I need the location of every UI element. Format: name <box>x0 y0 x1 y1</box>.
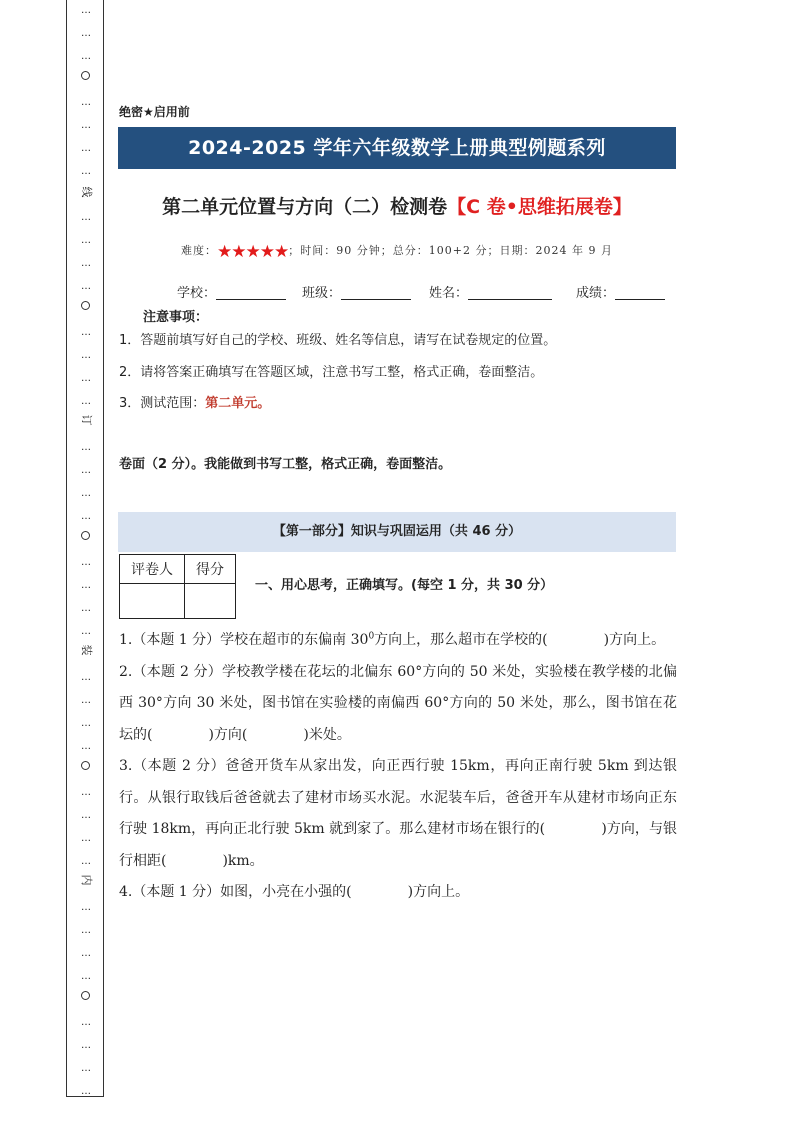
star-icon: ★ <box>217 242 232 262</box>
margin-dots: … <box>81 718 91 729</box>
class-blank[interactable] <box>341 285 411 300</box>
exam-meta <box>118 241 676 264</box>
grader-cell[interactable] <box>120 584 185 619</box>
question-1-text-a: 1.（本题 1 分）学校在超市的东偏南 30 <box>119 632 369 648</box>
margin-dots: … <box>81 557 91 568</box>
name-blank[interactable] <box>468 285 552 300</box>
section-one-title: 一、用心思考，正确填写。(每空 1 分，共 30 分） <box>255 578 554 593</box>
notice-item-3 <box>119 394 270 414</box>
margin-dots: … <box>81 97 91 108</box>
margin-dots: … <box>81 28 91 39</box>
class-label: 班级： <box>302 286 342 301</box>
margin-circle-icon <box>81 991 90 1000</box>
notice-heading: 注意事项： <box>143 310 209 325</box>
notice-item-2: 2．请将答案正确填写在答题区域，注意书写工整，格式正确，卷面整洁。 <box>119 365 544 380</box>
score-field <box>576 285 665 303</box>
margin-dots: … <box>81 626 91 637</box>
grader-header: 评卷人 <box>120 555 185 584</box>
neatness-line: 卷面（2 分）。我能做到书写工整，格式正确，卷面整洁。 <box>119 457 452 472</box>
star-icon: ★ <box>274 242 289 262</box>
difficulty-stars <box>217 244 288 264</box>
margin-char: 内 <box>80 874 93 886</box>
question-4: 4.（本题 1 分）如图，小亮在小强的( )方向上。 <box>119 884 470 900</box>
margin-circle-icon <box>81 71 90 80</box>
confidential-label: 绝密★启用前 <box>119 105 190 119</box>
margin-dots: … <box>81 695 91 706</box>
score-blank[interactable] <box>615 285 665 300</box>
margin-circle-icon <box>81 301 90 310</box>
school-field <box>177 285 286 303</box>
margin-dots: … <box>81 166 91 177</box>
class-field <box>302 285 411 303</box>
margin-dots: … <box>81 488 91 499</box>
question-1-text-b: 方向上，那么超市在学校的( )方向上。 <box>374 632 666 648</box>
margin-dots: … <box>81 143 91 154</box>
exam-title-main: 第二单元位置与方向（二）检测卷 <box>162 196 448 218</box>
margin-dots: … <box>81 258 91 269</box>
margin-dots: … <box>81 281 91 292</box>
question-1-sup: 0 <box>368 631 375 642</box>
margin-dots: … <box>81 373 91 384</box>
margin-dots: … <box>81 925 91 936</box>
margin-dots: … <box>81 948 91 959</box>
margin-char: 线 <box>80 186 93 198</box>
margin-dots: … <box>81 235 91 246</box>
test-range: 第二单元。 <box>205 396 271 411</box>
margin-dots: … <box>81 672 91 683</box>
margin-dots: … <box>81 465 91 476</box>
name-field <box>429 285 552 303</box>
binding-margin-marks <box>80 0 92 1097</box>
margin-circle-icon <box>81 531 90 540</box>
exam-meta-details: ；时间：90 分钟；总分：100+2 分；日期：2024 年 9 月 <box>288 244 613 257</box>
margin-dots: … <box>81 442 91 453</box>
star-icon: ★ <box>231 242 246 262</box>
star-icon: ★ <box>259 242 275 262</box>
question-list <box>119 625 677 909</box>
series-banner: 2024-2025 学年六年级数学上册典型例题系列 <box>118 127 676 169</box>
star-icon: ★ <box>245 242 260 262</box>
name-label: 姓名： <box>429 286 469 301</box>
margin-dots: … <box>81 396 91 407</box>
margin-dots: … <box>81 1040 91 1051</box>
margin-dots: … <box>81 856 91 867</box>
exam-title-tag: 【C 卷•思维拓展卷】 <box>447 196 632 218</box>
margin-dots: … <box>81 787 91 798</box>
margin-dots: … <box>81 971 91 982</box>
part-one-banner: 【第一部分】知识与巩固运用（共 46 分） <box>118 512 676 552</box>
margin-dots: … <box>81 350 91 361</box>
margin-char: 装 <box>80 644 93 656</box>
margin-dots: … <box>81 212 91 223</box>
margin-dots: … <box>81 603 91 614</box>
school-blank[interactable] <box>216 285 286 300</box>
margin-dots: … <box>81 580 91 591</box>
margin-circle-icon <box>81 761 90 770</box>
margin-dots: … <box>81 902 91 913</box>
notice-item-3-prefix: 3．测试范围： <box>119 396 206 411</box>
question-2: 2.（本题 2 分）学校教学楼在花坛的北偏东 60°方向的 50 米处，实验楼在教学楼的北偏西 30°方向 30 米处，图书馆在实验楼的南偏西 60°方向的 50 米处，那么，图书馆在花坛的( )方向( )米处。 <box>119 663 677 743</box>
question-3: 3.（本题 2 分）爸爸开货车从家出发，向正西行驶 15km，再向正南行驶 5km 到达银行。从银行取钱后爸爸就去了建材市场买水泥。水泥装车后，爸爸开车从建材市场向正东行驶 18km，再向正北行驶 5km 就到家了。那么建材市场在银行的( )方向，与银行相距( )km。 <box>119 758 677 869</box>
margin-dots: … <box>81 5 91 16</box>
grading-table <box>119 554 236 619</box>
margin-dots: … <box>81 511 91 522</box>
margin-dots: … <box>81 327 91 338</box>
margin-char: 订 <box>80 414 93 426</box>
margin-dots: … <box>81 120 91 131</box>
notice-item-1: 1．答题前填写好自己的学校、班级、姓名等信息，请写在试卷规定的位置。 <box>119 333 557 348</box>
margin-dots: … <box>81 833 91 844</box>
score-cell[interactable] <box>185 584 236 619</box>
margin-dots: … <box>81 1017 91 1028</box>
margin-dots: … <box>81 810 91 821</box>
school-label: 学校： <box>177 286 217 301</box>
difficulty-label: 难度： <box>181 244 218 257</box>
margin-dots: … <box>81 741 91 752</box>
margin-dots: … <box>81 1086 91 1097</box>
question-1 <box>119 625 677 657</box>
score-label: 成绩： <box>576 286 616 301</box>
margin-dots: … <box>81 1063 91 1074</box>
exam-title <box>118 193 676 221</box>
score-header: 得分 <box>185 555 236 584</box>
margin-dots: … <box>81 51 91 62</box>
